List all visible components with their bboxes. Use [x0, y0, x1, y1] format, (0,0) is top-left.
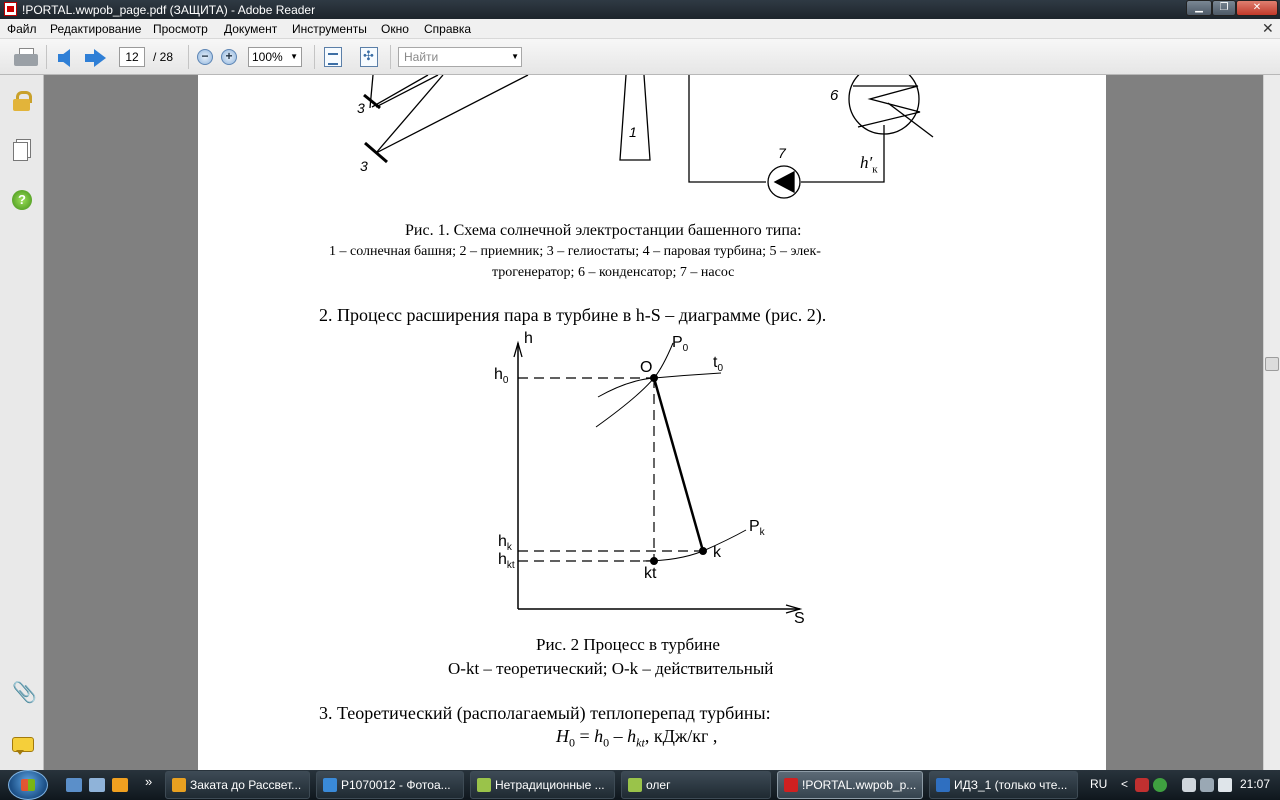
next-page-icon[interactable]	[94, 49, 106, 67]
document-page	[198, 75, 1106, 770]
fit-page-icon[interactable]	[324, 47, 342, 67]
formula-eq: =	[575, 726, 595, 746]
language-indicator[interactable]: RU	[1090, 777, 1108, 791]
zoom-value: 100%	[252, 50, 283, 64]
pdf-icon	[784, 778, 798, 792]
formula-lhs: H	[556, 726, 569, 746]
menu-document[interactable]: Документ	[224, 22, 278, 36]
heliostat-mirror	[364, 95, 380, 108]
actual-expansion-line	[654, 378, 703, 551]
formula-h0	[556, 726, 717, 751]
fit-window-icon[interactable]	[360, 47, 378, 67]
fig1-label-1: 1	[629, 124, 637, 140]
formula-h0: h	[594, 726, 604, 746]
antivirus-icon[interactable]	[1153, 778, 1167, 792]
heliostat-ray	[376, 75, 443, 153]
pk-base: P	[749, 518, 760, 535]
formula-minus: –	[609, 726, 628, 746]
zoom-in-icon[interactable]: +	[221, 49, 237, 65]
start-button[interactable]	[8, 770, 48, 800]
show-desktop-icon[interactable]	[66, 778, 82, 792]
comments-icon[interactable]	[12, 735, 32, 755]
axis-label-h: h	[524, 330, 533, 347]
media-player-icon[interactable]	[112, 778, 128, 792]
menu-help[interactable]: Справка	[424, 22, 472, 36]
title-bar	[0, 0, 1280, 19]
fig2-caption: Рис. 2 Процесс в турбине	[536, 635, 720, 654]
hk-sub: k	[506, 542, 512, 554]
pages-icon[interactable]	[12, 139, 32, 159]
page-total: / 28	[153, 50, 174, 64]
taskbar-item-label: ИДЗ_1 (только чте...	[954, 778, 1068, 792]
volume-icon[interactable]	[1218, 778, 1232, 792]
solar-tower	[620, 75, 650, 160]
fig1-drawing	[364, 75, 933, 198]
heliostat-ray	[376, 75, 528, 153]
close-button[interactable]: ✕	[1236, 0, 1278, 16]
fig1-legend-line1: 1 – солнечная башня; 2 – приемник; 3 – гелиостаты; 4 – паровая турбина; 5 – элек-	[329, 244, 821, 259]
document-icon	[477, 778, 491, 792]
chevron-down-icon[interactable]: ▼	[511, 52, 519, 61]
network-icon[interactable]	[1182, 778, 1196, 792]
label-h0	[494, 366, 508, 386]
label-point-o: O	[640, 359, 653, 376]
pipe-loop	[689, 75, 766, 182]
pk-isobar	[643, 530, 746, 561]
switch-windows-icon[interactable]	[89, 778, 105, 792]
page-number-input[interactable]: 12	[119, 47, 145, 67]
word-icon	[936, 778, 950, 792]
hk-prime-mark: ′	[868, 153, 873, 172]
device-icon[interactable]	[1200, 778, 1214, 792]
formula-lhs-sub: 0	[569, 735, 575, 750]
label-pk	[749, 518, 765, 538]
spider-icon[interactable]	[1135, 778, 1149, 792]
scroll-thumb[interactable]	[1265, 357, 1279, 371]
point-kt-dot	[651, 558, 658, 565]
taskbar-item-label: Нетрадиционные ...	[495, 778, 605, 792]
t0-sub: 0	[717, 363, 724, 375]
t0-base: t	[713, 354, 718, 371]
menu-bar	[0, 19, 1280, 39]
taskbar-item[interactable]	[316, 771, 464, 799]
label-point-k: k	[713, 544, 721, 561]
help-icon[interactable]: ?	[12, 190, 32, 210]
print-icon[interactable]	[14, 48, 38, 66]
browser-icon	[172, 778, 186, 792]
taskbar-item[interactable]	[929, 771, 1078, 799]
maximize-button[interactable]: ❐	[1212, 0, 1236, 16]
menu-tools[interactable]: Инструменты	[292, 22, 367, 36]
search-placeholder: Найти	[404, 50, 439, 64]
quicklaunch-more[interactable]: »	[145, 774, 153, 789]
label-hkt	[498, 551, 515, 571]
toolbar-separator	[188, 45, 189, 69]
toolbar-separator	[390, 45, 391, 69]
hk-base: h	[498, 533, 507, 550]
label-point-kt: kt	[644, 565, 657, 582]
taskbar-item[interactable]	[470, 771, 615, 799]
axis-label-s: S	[794, 610, 805, 627]
formula-hkt-sub: kt	[636, 735, 645, 750]
menu-window[interactable]: Окно	[381, 22, 409, 36]
hkt-base: h	[498, 551, 507, 568]
fig1-label-3: 3	[360, 158, 368, 174]
taskbar-item[interactable]	[621, 771, 771, 799]
taskbar-item[interactable]	[165, 771, 310, 799]
taskbar-item-label: !PORTAL.wwpob_p...	[802, 778, 917, 792]
search-input[interactable]	[398, 47, 522, 67]
fig1-caption: Рис. 1. Схема солнечной электростанции башенного типа:	[405, 222, 802, 239]
fig1-label-3: 3	[357, 100, 365, 116]
taskbar	[0, 770, 1280, 800]
toolbar-separator	[314, 45, 315, 69]
menu-view[interactable]: Просмотр	[153, 22, 208, 36]
condenser-coil	[853, 86, 920, 127]
p0-sub: 0	[682, 343, 689, 355]
previous-page-icon[interactable]	[58, 49, 70, 67]
fig2-drawing	[514, 343, 800, 613]
menu-edit[interactable]: Редактирование	[50, 22, 142, 36]
taskbar-item-label: Заката до Рассвет...	[190, 778, 302, 792]
toolbar	[0, 39, 1280, 75]
paperclip-icon[interactable]: 📎	[12, 682, 37, 704]
clock[interactable]: 21:07	[1240, 777, 1271, 791]
pump-arrow	[775, 172, 794, 192]
zoom-out-icon[interactable]: −	[197, 49, 213, 65]
photo-icon	[323, 778, 337, 792]
label-t0	[713, 354, 723, 374]
chevron-down-icon: ▼	[290, 52, 298, 61]
document-close-icon[interactable]: ✕	[1262, 20, 1274, 36]
pk-sub: k	[759, 527, 765, 539]
fig1-label-hk	[860, 153, 878, 175]
tray-expand-icon[interactable]: <	[1121, 777, 1129, 791]
fig2-subcaption: O-kt – теоретический; O-k – действительный	[448, 659, 774, 678]
hk-prime-base: h	[860, 153, 869, 172]
fig1-label-6: 6	[830, 87, 839, 104]
p0-isobar	[596, 343, 673, 427]
hkt-sub: kt	[506, 560, 515, 572]
hk-prime-sub: к	[872, 163, 878, 176]
menu-file[interactable]: Файл	[7, 22, 37, 36]
minimize-button[interactable]: ▁	[1186, 0, 1212, 16]
label-p0	[672, 334, 688, 354]
zoom-select[interactable]	[248, 47, 302, 67]
vertical-scrollbar[interactable]	[1263, 75, 1280, 770]
navigation-panel	[0, 75, 44, 770]
adobe-reader-icon	[4, 2, 17, 16]
taskbar-item-active[interactable]	[777, 771, 923, 799]
h0-base: h	[494, 366, 503, 383]
point-k-dot	[700, 548, 707, 555]
fig1-legend-line2: трогенератор; 6 – конденсатор; 7 – насос	[492, 265, 735, 280]
paragraph-item-2: 2. Процесс расширения пара в турбине в h-S – диаграмме (рис. 2).	[319, 305, 827, 325]
fig1-label-7: 7	[778, 145, 786, 161]
taskbar-item-label: P1070012 - Фотоа...	[341, 778, 451, 792]
h0-sub: 0	[502, 375, 509, 387]
p0-base: P	[672, 334, 683, 351]
taskbar-item-label: олег	[646, 778, 671, 792]
lock-icon[interactable]	[12, 91, 32, 111]
window-title: !PORTAL.wwpob_page.pdf (ЗАЩИТА) - Adobe Reader	[22, 3, 316, 17]
toolbar-separator	[46, 45, 47, 69]
formula-hkt: h	[627, 726, 637, 746]
paragraph-item-3: 3. Теоретический (располагаемый) теплоперепад турбины:	[319, 703, 771, 723]
document-icon	[628, 778, 642, 792]
formula-h0-sub: 0	[603, 735, 610, 750]
heliostat-mirror	[365, 143, 387, 162]
formula-unit: , кДж/кг ,	[644, 726, 718, 746]
